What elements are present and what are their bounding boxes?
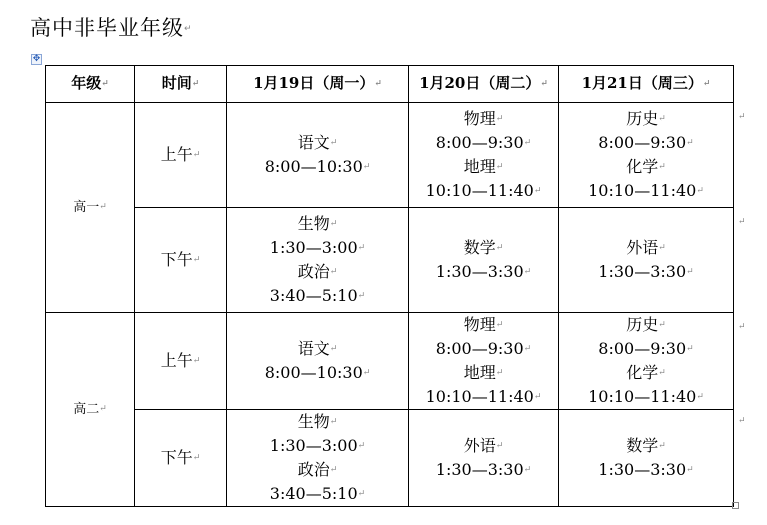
exam-cell — [409, 313, 559, 410]
exam-subject: 语文 ↵ — [298, 339, 338, 358]
exam-time: 8:00—9:30 ↵ — [598, 133, 693, 152]
table-row — [46, 313, 734, 410]
table-row — [46, 208, 734, 313]
table-row — [46, 103, 734, 208]
exam-time: 10:10—11:40 ↵ — [588, 387, 704, 406]
exam-time: 8:00—9:30 ↵ — [436, 133, 531, 152]
exam-time: 10:10—11:40 ↵ — [588, 181, 704, 200]
exam-cell — [409, 410, 559, 507]
exam-time: 3:40—5:10 ↵ — [270, 484, 365, 503]
exam-subject: 政治 ↵ — [298, 460, 338, 479]
exam-cell — [559, 410, 734, 507]
exam-cell — [409, 208, 559, 313]
exam-time: 1:30—3:00 ↵ — [270, 436, 365, 455]
exam-cell — [559, 313, 734, 410]
table-resize-handle[interactable] — [732, 502, 739, 509]
time-cell — [135, 208, 227, 313]
exam-cell — [409, 103, 559, 208]
document-heading: 高中非毕业年级 ↵ — [30, 12, 193, 42]
exam-time: 10:10—11:40 ↵ — [426, 181, 542, 200]
exam-time: 1:30—3:00 ↵ — [270, 238, 365, 257]
header-cell — [409, 66, 559, 103]
exam-cell — [227, 410, 409, 507]
exam-subject: 地理 ↵ — [464, 363, 504, 382]
period-label: 下午 ↵ — [161, 250, 201, 269]
exam-time: 1:30—3:30 ↵ — [436, 262, 531, 281]
exam-subject: 物理 ↵ — [464, 109, 504, 128]
exam-cell — [227, 208, 409, 313]
exam-cell — [559, 103, 734, 208]
time-cell — [135, 410, 227, 507]
exam-subject: 历史 ↵ — [626, 315, 666, 334]
period-label: 上午 ↵ — [161, 145, 201, 164]
header-day1: 1月19日（周一） ↵ — [253, 74, 382, 92]
grade-cell — [46, 103, 135, 313]
exam-time: 8:00—10:30 ↵ — [265, 363, 371, 382]
exam-time: 1:30—3:30 ↵ — [598, 460, 693, 479]
grade-label: 高二 ↵ — [73, 402, 107, 417]
exam-subject: 数学 ↵ — [626, 436, 666, 455]
period-label: 下午 ↵ — [161, 448, 201, 467]
exam-time: 8:00—9:30 ↵ — [598, 339, 693, 358]
exam-cell — [227, 313, 409, 410]
header-day2: 1月20日（周二） ↵ — [419, 74, 548, 92]
exam-subject: 化学 ↵ — [626, 363, 666, 382]
exam-subject: 历史 ↵ — [626, 109, 666, 128]
exam-subject: 地理 ↵ — [464, 157, 504, 176]
exam-time: 8:00—10:30 ↵ — [265, 157, 371, 176]
exam-subject: 生物 ↵ — [298, 412, 338, 431]
exam-time: 1:30—3:30 ↵ — [598, 262, 693, 281]
header-grade: 年级 ↵ — [71, 74, 109, 92]
exam-subject: 物理 ↵ — [464, 315, 504, 334]
exam-time: 10:10—11:40 ↵ — [426, 387, 542, 406]
exam-schedule-table — [45, 65, 734, 507]
header-day3: 1月21日（周三） ↵ — [582, 74, 711, 92]
period-label: 上午 ↵ — [161, 351, 201, 370]
header-cell — [559, 66, 734, 103]
time-cell — [135, 313, 227, 410]
time-cell — [135, 103, 227, 208]
exam-subject: 政治 ↵ — [298, 262, 338, 281]
header-cell — [227, 66, 409, 103]
exam-time: 8:00—9:30 ↵ — [436, 339, 531, 358]
exam-subject: 数学 ↵ — [464, 238, 504, 257]
grade-cell — [46, 313, 135, 507]
exam-subject: 化学 ↵ — [626, 157, 666, 176]
exam-cell — [559, 208, 734, 313]
header-cell — [135, 66, 227, 103]
header-cell — [46, 66, 135, 103]
grade-label: 高一 ↵ — [73, 200, 107, 215]
header-row — [46, 66, 734, 103]
table-move-handle-icon[interactable]: ✥ — [32, 54, 41, 64]
header-time: 时间 ↵ — [162, 74, 200, 92]
exam-cell — [227, 103, 409, 208]
exam-subject: 外语 ↵ — [626, 238, 666, 257]
exam-time: 3:40—5:10 ↵ — [270, 286, 365, 305]
exam-time: 1:30—3:30 ↵ — [436, 460, 531, 479]
table-row — [46, 410, 734, 507]
exam-subject: 外语 ↵ — [464, 436, 504, 455]
exam-subject: 生物 ↵ — [298, 214, 338, 233]
exam-subject: 语文 ↵ — [298, 133, 338, 152]
